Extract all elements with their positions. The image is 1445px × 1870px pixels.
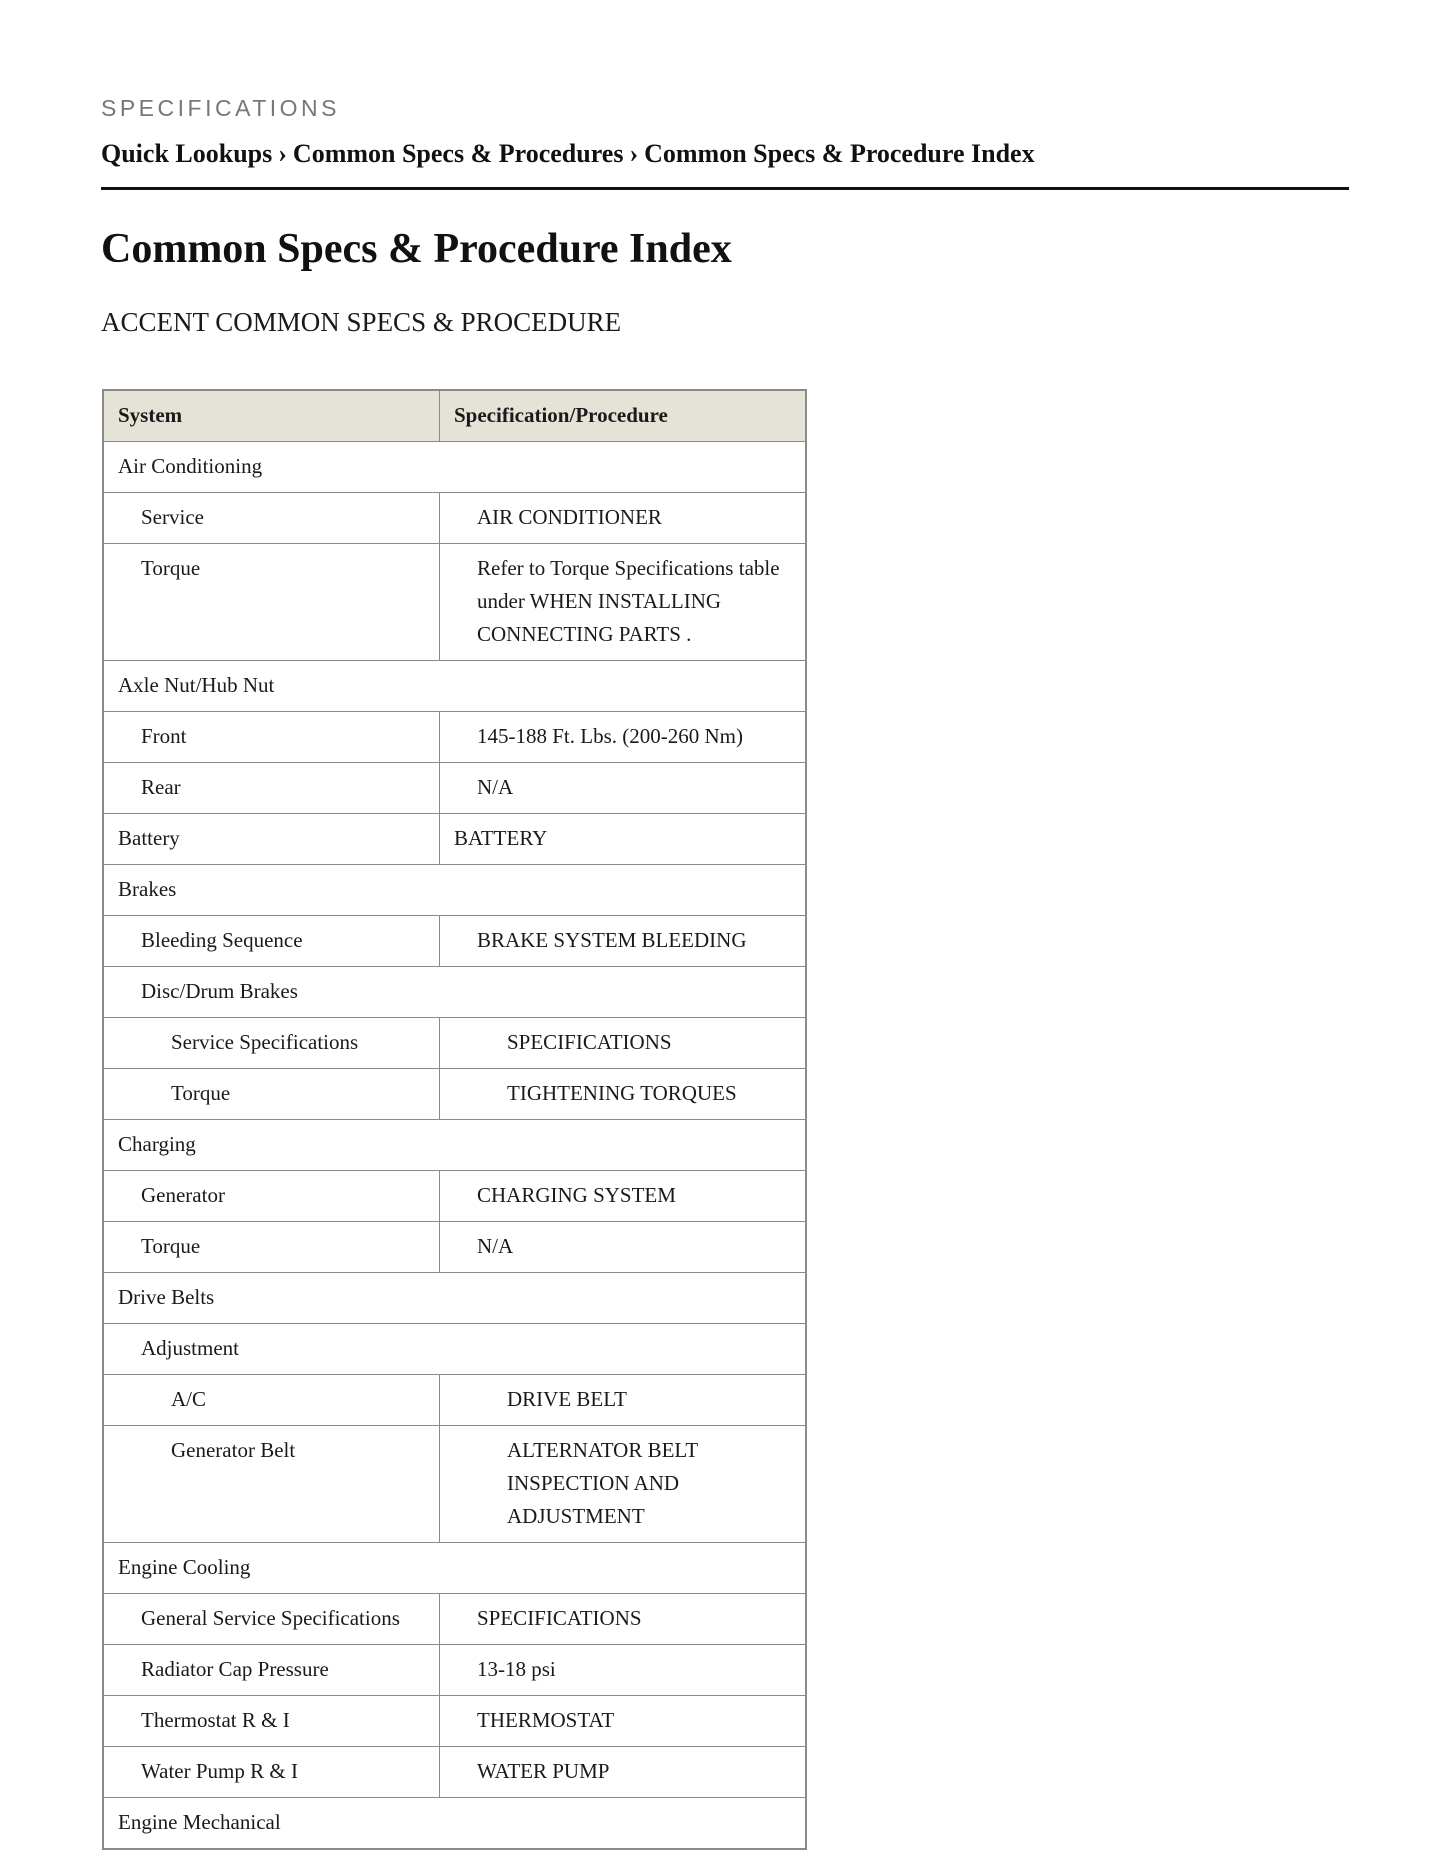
- specification-link[interactable]: SPECIFICATIONS: [440, 1018, 807, 1069]
- specification-link[interactable]: AIR CONDITIONER: [440, 493, 807, 544]
- table-row: [103, 493, 806, 544]
- table-header-row: [103, 390, 806, 442]
- specs-table: [102, 389, 807, 1850]
- table-row: [103, 1594, 806, 1645]
- specification-link[interactable]: BATTERY: [440, 814, 807, 865]
- table-row: [103, 1222, 806, 1273]
- system-cell: Torque: [103, 1069, 440, 1120]
- empty-cell: [440, 967, 807, 1018]
- system-cell: Brakes: [103, 865, 440, 916]
- system-cell: Rear: [103, 763, 440, 814]
- breadcrumb-separator: ›: [629, 139, 639, 168]
- column-header-system: System: [103, 390, 440, 442]
- breadcrumb-item-common-specs[interactable]: Common Specs & Procedures: [292, 139, 624, 168]
- breadcrumb-separator: ›: [278, 139, 287, 168]
- specification-link[interactable]: Refer to Torque Specifications table under WHEN INSTALLING CONNECTING PARTS .: [440, 544, 807, 661]
- header-divider: [101, 187, 1349, 190]
- system-cell: A/C: [103, 1375, 440, 1426]
- system-cell: Drive Belts: [103, 1273, 440, 1324]
- system-cell: Disc/Drum Brakes: [103, 967, 440, 1018]
- table-row: [103, 916, 806, 967]
- table-row: [103, 763, 806, 814]
- table-row: [103, 1018, 806, 1069]
- table-row: [103, 1645, 806, 1696]
- specification-link[interactable]: DRIVE BELT: [440, 1375, 807, 1426]
- breadcrumb-item-current: Common Specs & Procedure Index: [644, 139, 1035, 168]
- system-cell: Bleeding Sequence: [103, 916, 440, 967]
- system-cell: Axle Nut/Hub Nut: [103, 661, 440, 712]
- table-group-row: [103, 1273, 806, 1324]
- breadcrumb-item-quick-lookups[interactable]: Quick Lookups: [101, 139, 273, 168]
- specification-link[interactable]: BRAKE SYSTEM BLEEDING: [440, 916, 807, 967]
- system-cell: Generator: [103, 1171, 440, 1222]
- breadcrumb: [101, 139, 1035, 169]
- system-cell: Air Conditioning: [103, 442, 440, 493]
- table-row: [103, 544, 806, 661]
- table-row: [103, 1747, 806, 1798]
- system-cell: Radiator Cap Pressure: [103, 1645, 440, 1696]
- specification-link[interactable]: N/A: [440, 1222, 807, 1273]
- empty-cell: [440, 1798, 807, 1850]
- system-cell: Service: [103, 493, 440, 544]
- table-group-row: [103, 442, 806, 493]
- specification-link[interactable]: WATER PUMP: [440, 1747, 807, 1798]
- table-row: [103, 1069, 806, 1120]
- specification-link[interactable]: THERMOSTAT: [440, 1696, 807, 1747]
- specification-link[interactable]: CHARGING SYSTEM: [440, 1171, 807, 1222]
- table-row: [103, 1696, 806, 1747]
- empty-cell: [440, 1273, 807, 1324]
- empty-cell: [440, 1120, 807, 1171]
- table-body: [103, 442, 806, 1850]
- system-cell: Engine Cooling: [103, 1543, 440, 1594]
- table-group-row: [103, 865, 806, 916]
- table-group-row: [103, 661, 806, 712]
- system-cell: Front: [103, 712, 440, 763]
- system-cell: Thermostat R & I: [103, 1696, 440, 1747]
- empty-cell: [440, 865, 807, 916]
- table-row: [103, 1375, 806, 1426]
- table-row: [103, 1171, 806, 1222]
- empty-cell: [440, 1324, 807, 1375]
- system-cell: Adjustment: [103, 1324, 440, 1375]
- table-group-row: [103, 1324, 806, 1375]
- system-cell: General Service Specifications: [103, 1594, 440, 1645]
- empty-cell: [440, 442, 807, 493]
- table-group-row: [103, 1543, 806, 1594]
- system-cell: Water Pump R & I: [103, 1747, 440, 1798]
- specification-link[interactable]: 145-188 Ft. Lbs. (200-260 Nm): [440, 712, 807, 763]
- specification-link[interactable]: SPECIFICATIONS: [440, 1594, 807, 1645]
- system-cell: Engine Mechanical: [103, 1798, 440, 1850]
- specification-link[interactable]: 13-18 psi: [440, 1645, 807, 1696]
- system-cell: Torque: [103, 544, 440, 661]
- page-title: Common Specs & Procedure Index: [101, 226, 732, 272]
- system-cell: Service Specifications: [103, 1018, 440, 1069]
- system-cell: Generator Belt: [103, 1426, 440, 1543]
- column-header-specification: Specification/Procedure: [440, 390, 807, 442]
- system-cell: Charging: [103, 1120, 440, 1171]
- specification-link[interactable]: ALTERNATOR BELT INSPECTION AND ADJUSTMENT: [440, 1426, 807, 1543]
- system-cell: Torque: [103, 1222, 440, 1273]
- empty-cell: [440, 661, 807, 712]
- table-group-row: [103, 1798, 806, 1850]
- empty-cell: [440, 1543, 807, 1594]
- page-subtitle: ACCENT COMMON SPECS & PROCEDURE: [101, 307, 622, 337]
- table-group-row: [103, 1120, 806, 1171]
- table-row: [103, 1426, 806, 1543]
- section-label: SPECIFICATIONS: [101, 95, 340, 121]
- table-row: [103, 814, 806, 865]
- table-group-row: [103, 967, 806, 1018]
- table-row: [103, 712, 806, 763]
- system-cell: Battery: [103, 814, 440, 865]
- specification-link[interactable]: TIGHTENING TORQUES: [440, 1069, 807, 1120]
- specification-link[interactable]: N/A: [440, 763, 807, 814]
